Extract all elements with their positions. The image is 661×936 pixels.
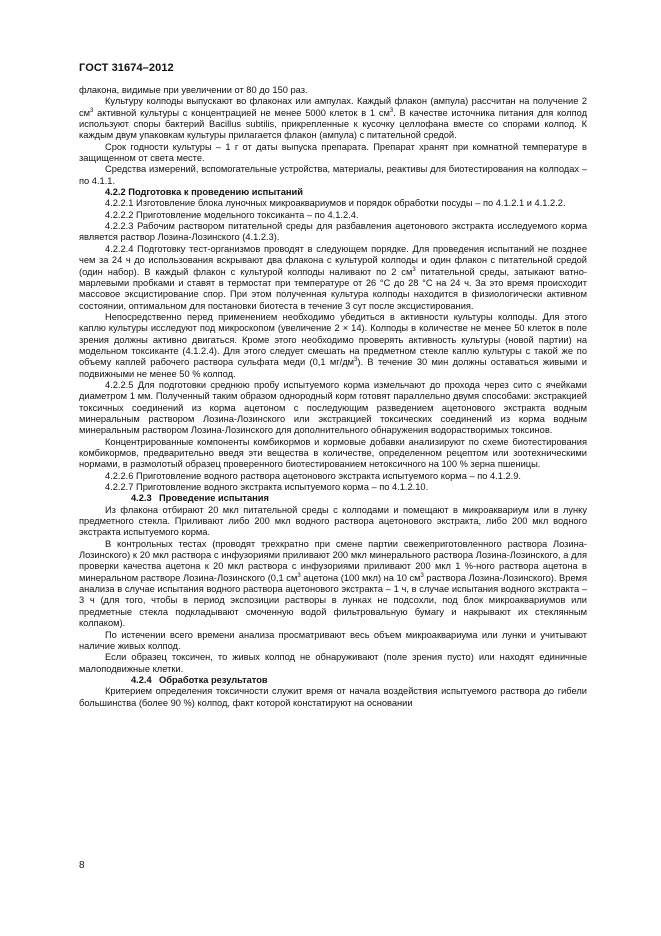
paragraph: флакона, видимые при увеличении от 80 до 150 раз. — [79, 85, 308, 95]
section-heading: 4.2.3 Проведение испытания — [131, 493, 269, 504]
paragraph: Средства измерений, вспомогательные устройства, материалы, реактивы для биотестирования на колподах – по 4.1.1. — [79, 164, 587, 186]
section-heading: 4.2.4 Обработка результатов — [131, 674, 268, 685]
paragraph: 4.2.2.1 Изготовление блока луночных микроаквариумов и порядок обработки посуды – по 4.1.2.1 и 4.1.2.2. — [105, 198, 566, 209]
paragraph: Критерием определения токсичности служит время от начала воздействия испытуемого раствора до гибели большинства (более 90 %) колпод, факт которой констатируют на основании — [79, 686, 587, 708]
paragraph: 4.2.2.5 Для подготовки среднюю пробу испытуемого корма измельчают до прохода через сито с ячейками диаметром 1 мм. Полученный таким образом однородный корм готовят параллельно двумя способами: экстракцией токсичных соединений из корма ацетоном с последующим разведением ацетонового экстракта водным минеральным раствором Лозина-Лозинского или экстракцией токсических соединений из корма водным минеральным раствором Лозина-Лозинского для дополнительного обнаружения водорастворимых токсинов. — [79, 379, 587, 436]
paragraph: 4.2.2.3 Рабочим раствором питательной среды для разбавления ацетонового экстракта исследуемого корма является раствор Лозина-Лозинского (4.1.2.3). — [79, 221, 587, 243]
paragraph: Из флакона отбирают 20 мкл питательной среды с колподами и помещают в микроаквариум или в лунку предметного стекла. Приливают либо 200 мкл водного раствора ацетонового экстракта, либо 200 мкл водного экстракта испытуемого корма. — [79, 504, 587, 538]
paragraph: 4.2.2.6 Приготовление водного раствора ацетонового экстракта испытуемого корма – по 4.1.2.9. — [105, 470, 522, 481]
section-heading: 4.2.2 Подготовка к проведению испытаний — [105, 187, 303, 198]
paragraph: 4.2.2.2 Приготовление модельного токсиканта – по 4.1.2.4. — [105, 209, 359, 220]
page-number: 8 — [79, 860, 85, 871]
paragraph: Срок годности культуры – 1 г от даты выпуска препарата. Препарат хранят при комнатной температуре в защищенном от света месте. — [79, 141, 587, 164]
paragraph: По истечении всего времени анализа просматривают весь объем микроаквариума или лунки и учитывают наличие живых колпод. — [79, 629, 587, 651]
paragraph: Культуру колподы выпускают во флаконах или ампулах. Каждый флакон (ампула) рассчитан на получение 2 $см^3$ активной культуры с концентрацией не менее 5000 клеток в 1 $см^3$. В качестве источника питания для колпод используют споры бактерий Bacillus subtilis, прикрепленные к кусочку целлофана вместе со спорами колпод. К каждым двум упаковкам культуры прилагается флакон (ампула) с питательной средой. — [79, 96, 587, 141]
paragraph: В контрольных тестах (проводят трехкратно при смене партии свежеприготовленного раствора Лозина-Лозинского) к 20 мкл раствора с инфузориями приливают 200 мкл минерального раствора Лозина-Лозинского, а для проверки качества ацетона к 20 мкл раствора с инфузориями приливают 200 мкл 1 %-ного раствора ацетона в минеральном растворе Лозина-Лозинского (0,1 $см^3$ ацетона (100 мкл) на 10 $см^3$ раствора Лозина-Лозинского). Время анализа в случае испытания водного раствора ацетонового экстракта – 1 ч, в случае испытания водного экстракта – 3 ч (для того, чтобы в период экспозиции растворы в лунках не подсохли, под блок микроаквариумов или предметные стекла подкладывают смоченную водой фильтровальную бумагу и накрывают их стеклянным колпаком). — [79, 538, 587, 629]
paragraph: Концентрированные компоненты комбикормов и кормовые добавки анализируют по схеме биотестирования комбикормов, предварительно введя эти вещества в количестве, определенном рецептом или зоотехническими нормами, в размолотый образец проверенного биотестированием нетоксичного на 100 % зерна пшеницы. — [79, 436, 587, 470]
paragraph: Если образец токсичен, то живых колпод не обнаруживают (поле зрения пусто) или находят единичные малоподвижные клетки. — [79, 652, 587, 674]
paragraph: Непосредственно перед применением необходимо убедиться в активности культуры колподы. Для этого каплю культуры исследуют под микроскопом (увеличение 2 × 14). Колподы в количестве не менее 50 клеток в поле зрения должны активно двигаться. Кроме этого необходимо проверять активность культуры (новой партии) на модельном токсиканте (4.1.2.4). Для этого следует смешать на предметном стекле каплю культуры с такой же по объему каплей рабочего раствора сульфата меди (0,1 $мг/дм^3$). В течение 30 мин должны оставаться живыми и подвижными не менее 50 % колпод. — [79, 311, 588, 379]
document-header: ГОСТ 31674–2012 — [79, 62, 174, 74]
paragraph: 4.2.2.7 Приготовление водного экстракта испытуемого корма – по 4.1.2.10. — [105, 482, 429, 493]
paragraph: 4.2.2.4 Подготовку тест-организмов проводят в следующем порядке. Для проведения испытаний не позднее чем за 24 ч до использования вскрывают два флакона с культурой колподы и один флакон с питательной средой (один набор). В каждый флакон с культурой колподы наливают по 2 $см^3$ питательной среды, затыкают ватно-марлевыми пробками и ставят в термостат при температуре от 26 °С до 28 °С на 24 ч. За это время происходит массовое эксцистирование спор. При этом полученная культура колподы находится в физиологически активном состоянии, оптимальном для постановки биотеста в течение 3 сут после эксцистирования. — [79, 243, 587, 311]
document-body — [79, 85, 587, 709]
